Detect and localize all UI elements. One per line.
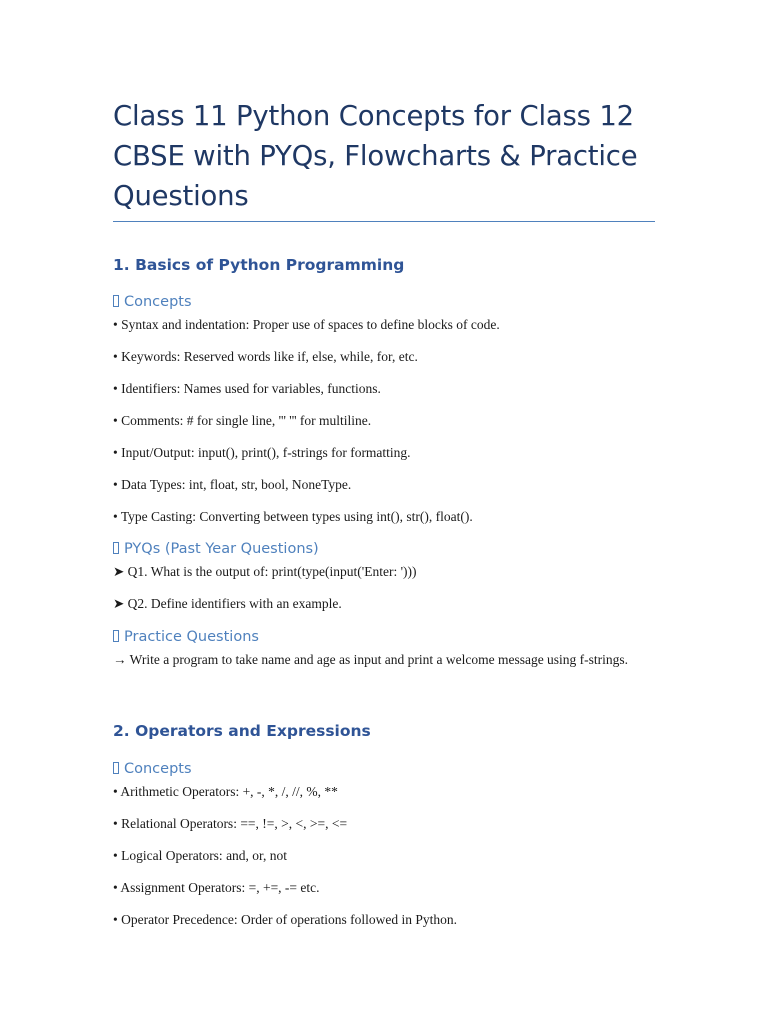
- concepts-heading: [113, 292, 192, 312]
- pyq-item: ➤ Q1. What is the output of: print(type(input('Enter: '))): [113, 564, 417, 579]
- section-heading: 2. Operators and Expressions: [113, 722, 371, 740]
- concepts-heading: [113, 759, 192, 779]
- section-heading: 1. Basics of Python Programming: [113, 256, 405, 274]
- missing-glyph-icon: [113, 630, 119, 642]
- concepts-heading-text: Concepts: [124, 761, 192, 777]
- title-underline: [113, 221, 655, 222]
- missing-glyph-icon: [113, 762, 119, 774]
- pyq-item: ➤ Q2. Define identifiers with an example.: [113, 596, 342, 611]
- practice-item: → Write a program to take name and age as input and print a welcome message using f-strings.: [113, 652, 629, 667]
- document-title: [113, 96, 673, 216]
- concepts-heading-text: Concepts: [124, 294, 192, 310]
- title-line: Class 11 Python Concepts for Class 12: [113, 100, 634, 132]
- pyqs-heading-text: PYQs (Past Year Questions): [124, 541, 319, 557]
- practice-heading: [113, 627, 259, 647]
- concept-item: • Relational Operators: ==, !=, >, <, >=, <=: [113, 816, 348, 831]
- practice-heading-text: Practice Questions: [124, 629, 259, 645]
- concept-item: • Data Types: int, float, str, bool, NoneType.: [113, 477, 352, 492]
- title-line: Questions: [113, 180, 249, 212]
- concept-item: • Type Casting: Converting between types using int(), str(), float().: [113, 509, 473, 524]
- concept-item: • Assignment Operators: =, +=, -= etc.: [113, 880, 320, 895]
- concept-item: • Arithmetic Operators: +, -, *, /, //, %, **: [113, 784, 338, 799]
- concept-item: • Syntax and indentation: Proper use of spaces to define blocks of code.: [113, 317, 500, 332]
- concept-item: • Logical Operators: and, or, not: [113, 848, 288, 863]
- pyqs-heading: [113, 539, 319, 559]
- concept-item: • Identifiers: Names used for variables, functions.: [113, 381, 381, 396]
- concept-item: • Comments: # for single line, ''' ''' for multiline.: [113, 413, 372, 428]
- title-line: CBSE with PYQs, Flowcharts & Practice: [113, 140, 638, 172]
- concept-item: • Input/Output: input(), print(), f-strings for formatting.: [113, 445, 411, 460]
- missing-glyph-icon: [113, 295, 119, 307]
- missing-glyph-icon: [113, 542, 119, 554]
- concept-item: • Keywords: Reserved words like if, else, while, for, etc.: [113, 349, 418, 364]
- concept-item: • Operator Precedence: Order of operations followed in Python.: [113, 912, 457, 927]
